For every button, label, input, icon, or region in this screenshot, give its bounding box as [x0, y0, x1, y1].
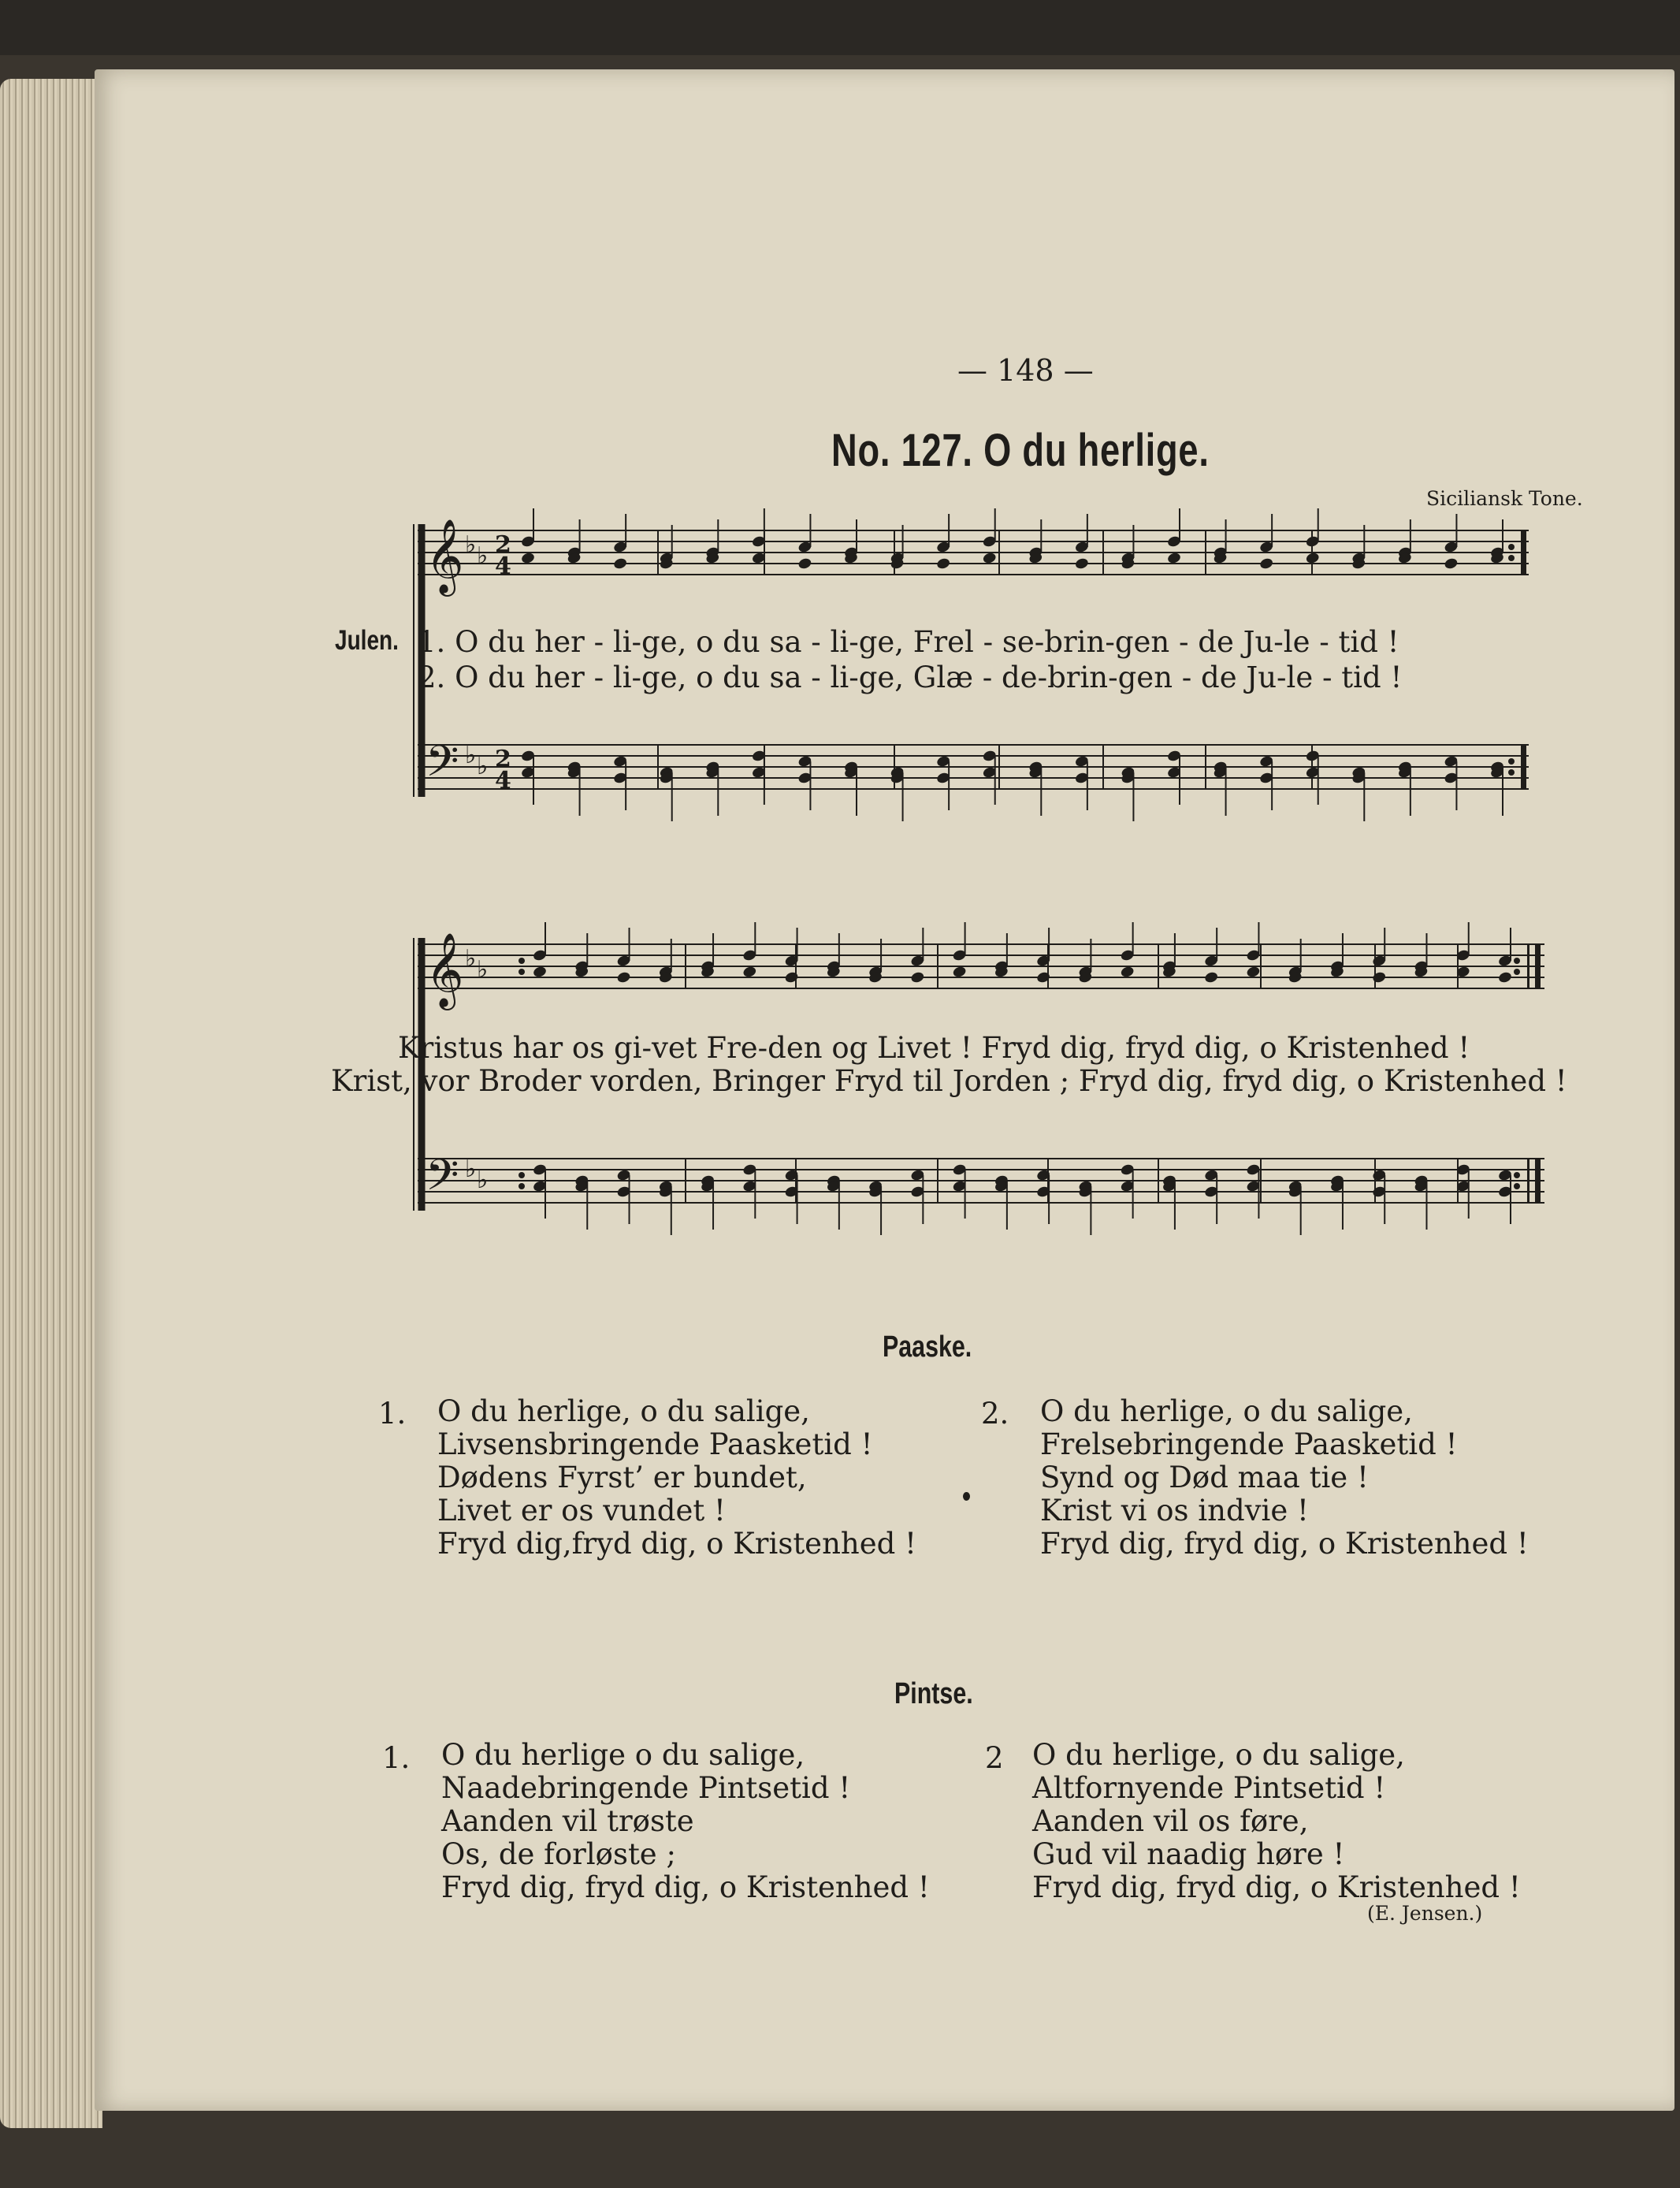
- notehead: [1120, 966, 1135, 979]
- author-credit: (E. Jensen.): [1367, 1902, 1483, 1925]
- verse-paaske-1: O du herlige, o du salige, Livsensbringende Paasketid ! Dødens Fyrst’ er bundet, Livet er os vundet ! Fryd dig,fryd dig, o Kristenhed !: [437, 1394, 916, 1561]
- notehead: [1497, 971, 1512, 984]
- tune-name: Siciliansk Tone.: [1426, 487, 1583, 510]
- verse-paaske-2: O du herlige, o du salige, Frelsebringende Paasketid ! Synd og Død maa tie ! Krist vi os indvie ! Fryd dig, fryd dig, o Kristenhed !: [1040, 1394, 1529, 1561]
- lyric-line: Kristus har os gi-vet Fre-den og Livet ! Fryd dig, fryd dig, o Kristenhed !: [398, 1031, 1470, 1065]
- notehead: [1444, 557, 1459, 571]
- treble-clef-icon: 𝄞: [426, 519, 464, 594]
- bass-clef-icon: 𝄢: [426, 736, 459, 797]
- verse-number: 1.: [382, 1741, 411, 1775]
- section-heading-pintse: Pintse.: [894, 1677, 973, 1710]
- time-sig-top: 2: [495, 746, 511, 773]
- notehead: [1372, 971, 1387, 984]
- verse-number: 1.: [378, 1397, 407, 1431]
- notehead: [1246, 966, 1261, 979]
- lyric-line: 1. O du her - li-ge, o du sa - li-ge, Frel - se-brin-gen - de Ju-le - tid !: [418, 625, 1399, 659]
- key-flat-icon: ♭: [465, 945, 477, 973]
- key-flat-icon: ♭: [477, 753, 489, 780]
- notehead: [784, 971, 799, 984]
- notehead: [936, 557, 951, 571]
- verse-pintse-2: O du herlige, o du salige, Altfornyende Pintsetid ! Aanden vil os føre, Gud vil naadig høre ! Fryd dig, fryd dig, o Kristenhed !: [1032, 1738, 1521, 1904]
- notehead: [1204, 971, 1219, 984]
- notehead: [1259, 557, 1274, 571]
- notehead: [1305, 552, 1320, 565]
- book-page: [95, 69, 1674, 2111]
- notehead: [532, 966, 547, 979]
- key-flat-icon: ♭: [477, 1167, 489, 1194]
- notehead: [616, 971, 631, 984]
- key-flat-icon: ♭: [477, 542, 489, 570]
- lyric-line: Krist, vor Broder vorden, Bringer Fryd til Jorden ; Fryd dig, fryd dig, o Kristenhed !: [331, 1064, 1567, 1098]
- notehead: [1166, 552, 1181, 565]
- notehead: [910, 971, 925, 984]
- page-number: — 148 —: [957, 353, 1094, 388]
- notehead: [1074, 557, 1089, 571]
- key-flat-icon: ♭: [465, 742, 477, 769]
- key-flat-icon: ♭: [465, 1155, 477, 1183]
- section-heading-paaske: Paaske.: [883, 1330, 972, 1364]
- treble-staff: [418, 530, 1529, 575]
- lyric-line: 2. O du her - li-ge, o du sa - li-ge, Glæ - de-brin-gen - de Ju-le - tid !: [418, 660, 1403, 694]
- bass-clef-icon: 𝄢: [426, 1150, 459, 1211]
- notehead: [797, 557, 812, 571]
- notehead: [520, 552, 535, 565]
- key-flat-icon: ♭: [465, 531, 477, 559]
- treble-clef-icon: 𝄞: [426, 932, 464, 1007]
- notehead: [613, 557, 628, 571]
- page-edges: [0, 79, 102, 2128]
- time-sig-top: 2: [495, 531, 511, 559]
- time-sig-bottom: 4: [495, 767, 511, 794]
- verse-number: 2.: [981, 1397, 1009, 1431]
- key-flat-icon: ♭: [477, 956, 489, 984]
- notehead: [742, 966, 757, 979]
- ink-spot: [963, 1492, 970, 1501]
- hymn-title: No. 127. O du herlige.: [831, 425, 1210, 476]
- notehead: [952, 966, 967, 979]
- barlines-system-1: [658, 530, 1312, 789]
- verse-label: Julen.: [335, 625, 399, 656]
- verse-number: 2: [985, 1741, 1004, 1775]
- notehead: [982, 552, 997, 565]
- bass-staff: [418, 745, 1529, 789]
- verse-pintse-1: O du herlige o du salige, Naadebringende Pintsetid ! Aanden vil trøste Os, de forløste ; Fryd dig, fryd dig, o Kristenhed !: [441, 1738, 930, 1904]
- end-repeat-1: [1508, 530, 1526, 789]
- time-sig-bottom: 4: [495, 553, 511, 580]
